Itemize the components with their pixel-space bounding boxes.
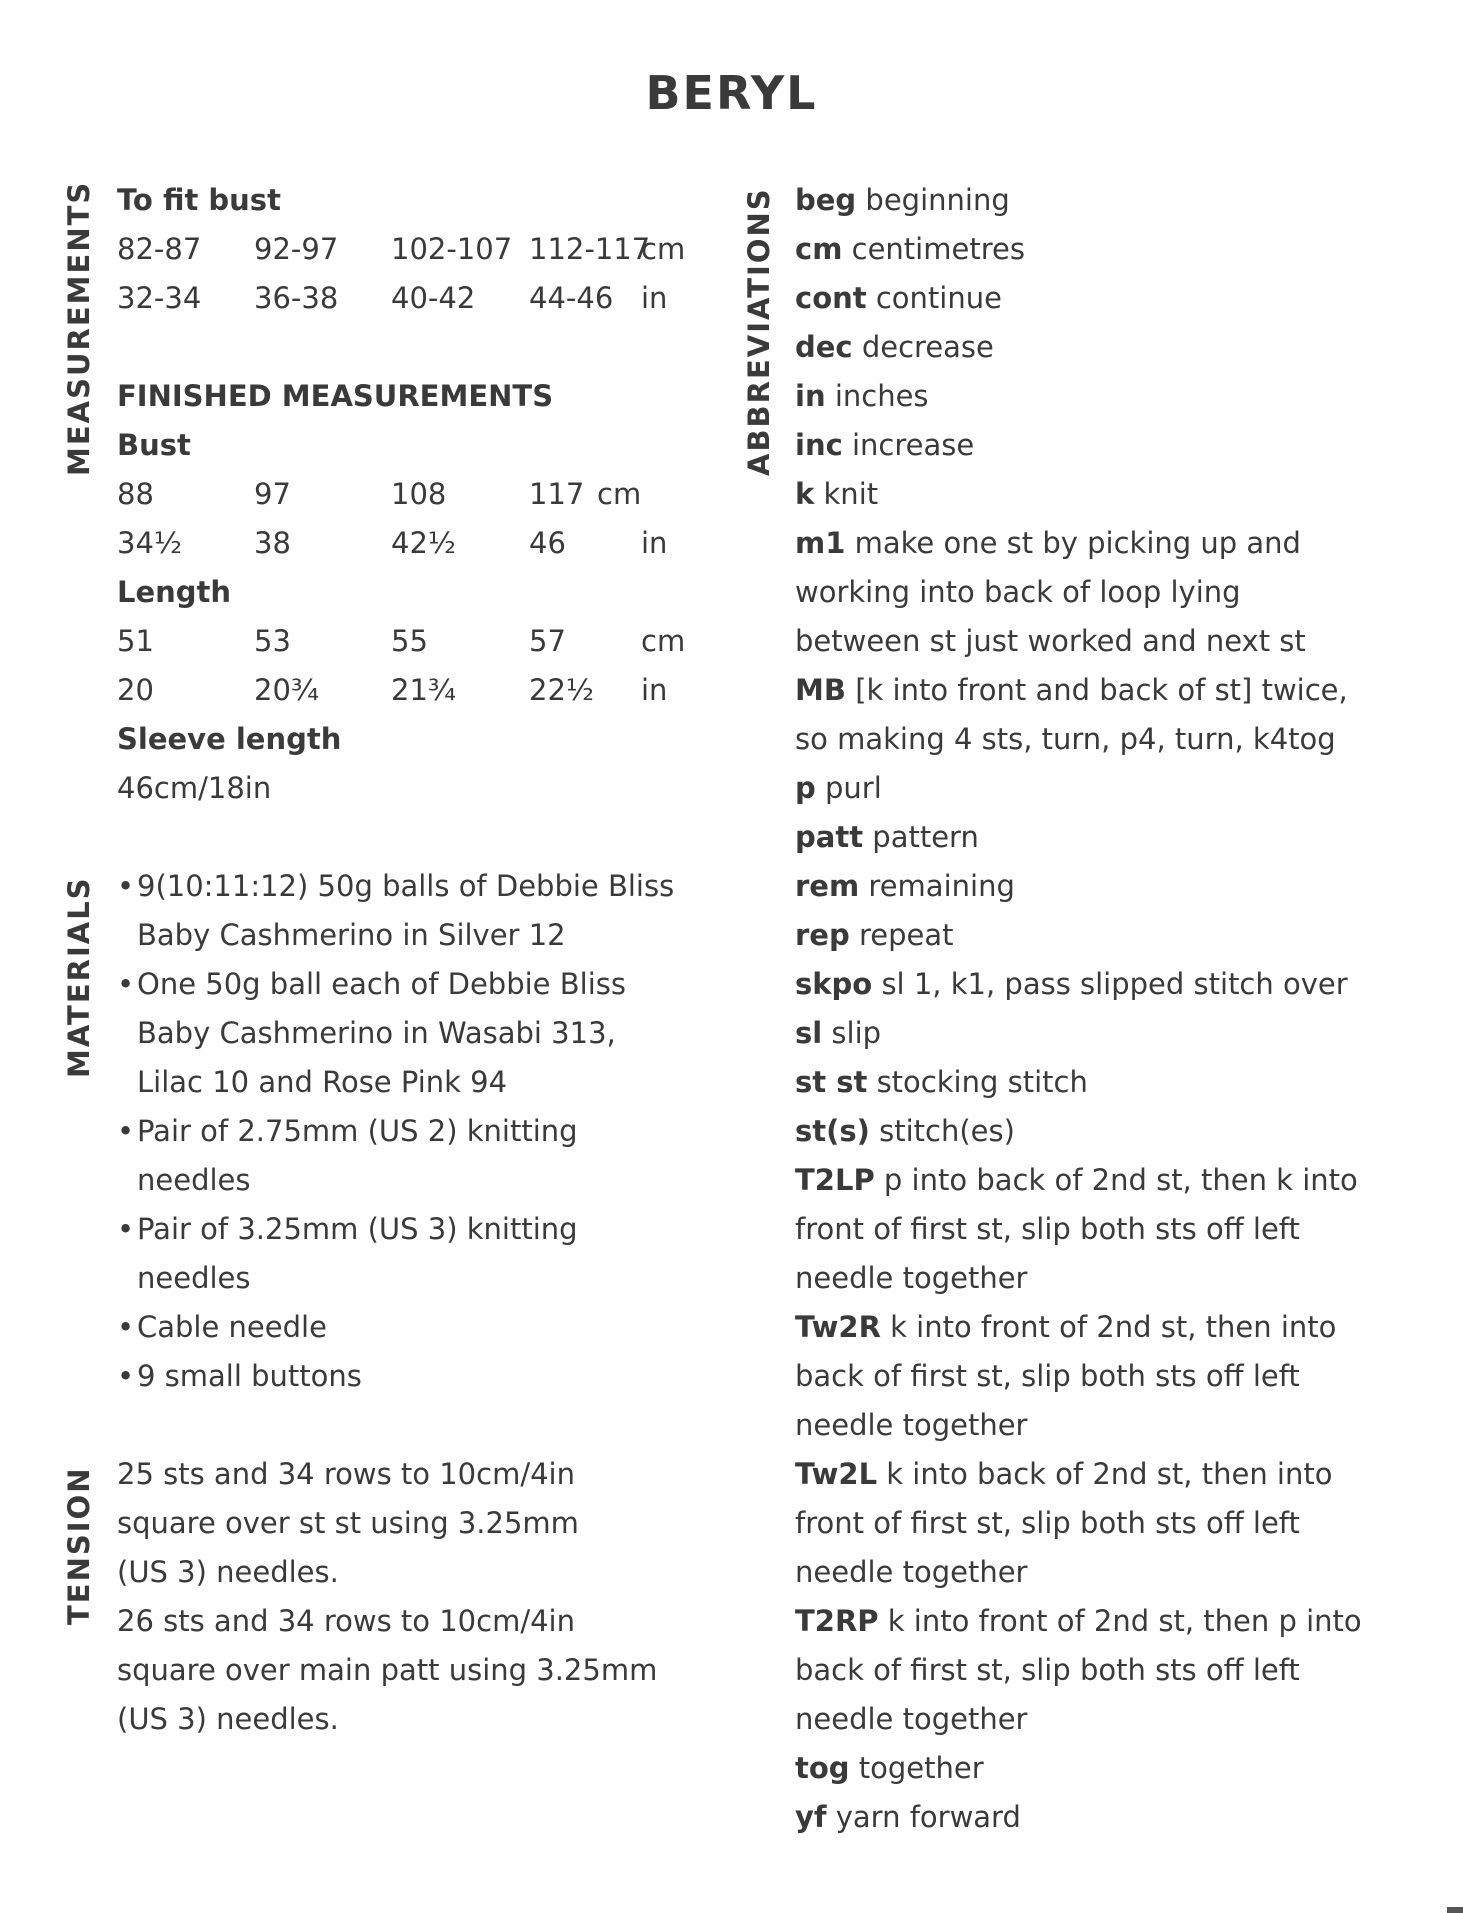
abbreviation-continuation (795, 1548, 1435, 1597)
bullet-icon: • (117, 1359, 135, 1393)
materials-line (117, 1352, 707, 1401)
to-fit-in-row (117, 274, 707, 323)
abbreviation-definition: pattern (872, 820, 979, 854)
unit-cell: cm (641, 624, 686, 658)
bullet-icon: • (117, 967, 135, 1001)
abbreviation-definition: so making 4 sts, turn, p4, turn, k4tog (795, 722, 1336, 756)
size-cell: 112-117 (529, 232, 651, 266)
size-cell: 44-46 (529, 281, 614, 315)
size-cell: 32-34 (117, 281, 202, 315)
tension-line: (US 3) needles. (117, 1702, 339, 1736)
abbreviation-definition: back of first st, slip both sts off left (795, 1653, 1300, 1687)
bust-in-row (117, 519, 707, 568)
abbreviation-entry (795, 1058, 1435, 1107)
abbreviation-term: inc (795, 428, 843, 462)
abbreviation-term: rem (795, 869, 860, 903)
bullet-spacer (117, 911, 137, 960)
finished-measurements-heading: FINISHED MEASUREMENTS (117, 379, 554, 413)
abbreviation-definition: p into back of 2nd st, then k into (883, 1163, 1358, 1197)
abbreviation-term: sl (795, 1016, 823, 1050)
abbreviation-continuation (795, 1205, 1435, 1254)
size-cell: 21¾ (391, 673, 457, 707)
abbreviation-continuation (795, 1401, 1435, 1450)
abbreviation-continuation (795, 1646, 1435, 1695)
abbreviation-definition: slip (831, 1016, 882, 1050)
bust-heading: Bust (117, 428, 191, 462)
abbreviation-entry (795, 1597, 1435, 1646)
size-cell: 53 (254, 624, 291, 658)
abbreviation-entry (795, 421, 1435, 470)
measurements-section-label: MEASUREMENTS (62, 180, 96, 476)
materials-text: needles (137, 1261, 251, 1295)
tension-line: square over st st using 3.25mm (117, 1506, 579, 1540)
size-cell: 36-38 (254, 281, 339, 315)
abbreviation-definition: centimetres (851, 232, 1025, 266)
size-cell: 88 (117, 477, 154, 511)
materials-text: Baby Cashmerino in Wasabi 313, (137, 1016, 616, 1050)
abbreviation-continuation (795, 568, 1435, 617)
unit-cell: in (641, 526, 668, 560)
abbreviation-term: skpo (795, 967, 873, 1001)
abbreviation-entry (795, 1744, 1435, 1793)
abbreviation-term: yf (795, 1800, 827, 1834)
abbreviation-definition: decrease (861, 330, 994, 364)
abbreviation-definition: needle together (795, 1702, 1028, 1736)
abbreviation-definition: back of first st, slip both sts off left (795, 1359, 1300, 1393)
size-cell: 108 (391, 477, 447, 511)
abbreviation-term: st st (795, 1065, 868, 1099)
abbreviation-definition: needle together (795, 1408, 1028, 1442)
abbreviation-entry (795, 764, 1435, 813)
abbreviation-continuation (795, 1352, 1435, 1401)
tension-line: 25 sts and 34 rows to 10cm/4in (117, 1457, 575, 1491)
abbreviation-definition: yarn forward (835, 1800, 1021, 1834)
abbreviation-continuation (795, 715, 1435, 764)
abbreviation-continuation (795, 1695, 1435, 1744)
page-title: BERYL (645, 66, 818, 120)
abbreviation-entry (795, 274, 1435, 323)
abbreviation-entry (795, 1450, 1435, 1499)
abbreviation-term: st(s) (795, 1114, 870, 1148)
abbreviation-entry (795, 1107, 1435, 1156)
materials-line (117, 1205, 707, 1254)
abbreviation-term: k (795, 477, 815, 511)
left-column (117, 176, 707, 1744)
materials-text: Lilac 10 and Rose Pink 94 (137, 1065, 508, 1099)
materials-text: Baby Cashmerino in Silver 12 (137, 918, 566, 952)
abbreviation-entry (795, 1303, 1435, 1352)
bullet-spacer (117, 1254, 137, 1303)
tension-section-label: TENSION (62, 1466, 96, 1625)
abbreviation-definition: k into back of 2nd st, then into (886, 1457, 1333, 1491)
abbreviation-definition: needle together (795, 1555, 1028, 1589)
length-heading: Length (117, 575, 232, 609)
abbreviation-definition: between st just worked and next st (795, 624, 1306, 658)
abbreviation-entry (795, 911, 1435, 960)
materials-line (117, 960, 707, 1009)
abbreviation-entry (795, 666, 1435, 715)
materials-line (117, 1254, 707, 1303)
size-cell: 20¾ (254, 673, 320, 707)
abbreviation-definition: together (858, 1751, 984, 1785)
abbreviations-section-label: ABBREVIATIONS (742, 187, 776, 476)
abbreviation-definition: front of first st, slip both sts off left (795, 1212, 1300, 1246)
unit-cell: in (641, 673, 668, 707)
materials-line (117, 1156, 707, 1205)
abbreviation-entry (795, 372, 1435, 421)
abbreviation-term: dec (795, 330, 853, 364)
bullet-icon: • (117, 1310, 135, 1344)
size-cell: 51 (117, 624, 154, 658)
tension-line: square over main patt using 3.25mm (117, 1653, 658, 1687)
to-fit-cm-row (117, 225, 707, 274)
materials-line (117, 1058, 707, 1107)
abbreviation-definition: repeat (858, 918, 954, 952)
bullet-icon: • (117, 869, 135, 903)
abbreviation-continuation (795, 1254, 1435, 1303)
abbreviation-entry (795, 1156, 1435, 1205)
materials-text: 9 small buttons (137, 1359, 362, 1393)
bullet-icon: • (117, 1212, 135, 1246)
size-cell: 22½ (529, 673, 595, 707)
abbreviation-term: rep (795, 918, 850, 952)
abbreviation-definition: remaining (868, 869, 1015, 903)
abbreviation-term: cont (795, 281, 867, 315)
size-cell: 55 (391, 624, 428, 658)
length-in-row (117, 666, 707, 715)
tension-text (117, 1450, 707, 1744)
materials-text: needles (137, 1163, 251, 1197)
tension-line: 26 sts and 34 rows to 10cm/4in (117, 1604, 575, 1638)
abbreviation-term: patt (795, 820, 864, 854)
bullet-spacer (117, 1058, 137, 1107)
materials-line (117, 862, 707, 911)
bullet-spacer (117, 1156, 137, 1205)
size-cell: 46 (529, 526, 566, 560)
materials-text: Pair of 3.25mm (US 3) knitting (137, 1212, 578, 1246)
bust-cm-row (117, 470, 707, 519)
size-cell: 82-87 (117, 232, 202, 266)
abbreviation-definition: inches (834, 379, 929, 413)
materials-text: One 50g ball each of Debbie Bliss (137, 967, 626, 1001)
abbreviation-definition: working into back of loop lying (795, 575, 1241, 609)
materials-line (117, 1303, 707, 1352)
abbreviation-term: Tw2L (795, 1457, 878, 1491)
materials-text: Pair of 2.75mm (US 2) knitting (137, 1114, 578, 1148)
abbreviation-definition: sl 1, k1, pass slipped stitch over (881, 967, 1348, 1001)
abbreviation-definition: continue (875, 281, 1002, 315)
materials-text: 9(10:11:12) 50g balls of Debbie Bliss (137, 869, 675, 903)
bullet-spacer (117, 1009, 137, 1058)
abbreviation-entry (795, 813, 1435, 862)
abbreviation-entry (795, 862, 1435, 911)
abbreviation-definition: increase (852, 428, 975, 462)
abbreviation-term: beg (795, 183, 857, 217)
abbreviation-term: tog (795, 1751, 850, 1785)
abbreviations-list (795, 176, 1435, 1842)
size-cell: 38 (254, 526, 291, 560)
materials-text: Cable needle (137, 1310, 327, 1344)
abbreviation-definition: knit (823, 477, 879, 511)
abbreviation-entry (795, 1793, 1435, 1842)
sleeve-length-value: 46cm/18in (117, 771, 272, 805)
unit-cell: in (641, 281, 668, 315)
abbreviation-entry (795, 1009, 1435, 1058)
abbreviation-term: T2RP (795, 1604, 879, 1638)
materials-list (117, 862, 707, 1401)
bullet-icon: • (117, 1114, 135, 1148)
abbreviation-term: MB (795, 673, 846, 707)
abbreviation-term: p (795, 771, 816, 805)
abbreviation-definition: front of first st, slip both sts off left (795, 1506, 1300, 1540)
abbreviation-definition: stitch(es) (879, 1114, 1015, 1148)
size-cell: 40-42 (391, 281, 476, 315)
length-cm-row (117, 617, 707, 666)
sleeve-length-heading: Sleeve length (117, 722, 342, 756)
abbreviation-definition: purl (824, 771, 882, 805)
abbreviation-entry (795, 519, 1435, 568)
abbreviation-definition: k into front of 2nd st, then p into (887, 1604, 1362, 1638)
abbreviation-definition: k into front of 2nd st, then into (890, 1310, 1337, 1344)
abbreviation-entry (795, 323, 1435, 372)
abbreviation-entry (795, 960, 1435, 1009)
abbreviation-term: Tw2R (795, 1310, 881, 1344)
abbreviation-entry (795, 470, 1435, 519)
materials-line (117, 1009, 707, 1058)
size-cell: 102-107 (391, 232, 513, 266)
size-cell: 34½ (117, 526, 183, 560)
abbreviation-definition: [k into front and back of st] twice, (855, 673, 1348, 707)
abbreviation-continuation (795, 617, 1435, 666)
abbreviation-term: cm (795, 232, 843, 266)
size-cell: 42½ (391, 526, 457, 560)
abbreviation-continuation (795, 1499, 1435, 1548)
unit-cell: cm (597, 477, 642, 511)
abbreviation-entry (795, 176, 1435, 225)
abbreviation-term: in (795, 379, 826, 413)
materials-line (117, 911, 707, 960)
abbreviation-definition: needle together (795, 1261, 1028, 1295)
size-cell: 97 (254, 477, 291, 511)
size-cell: 20 (117, 673, 154, 707)
size-cell: 57 (529, 624, 566, 658)
abbreviation-definition: beginning (865, 183, 1010, 217)
unit-cell: cm (641, 232, 686, 266)
abbreviation-definition: stocking stitch (876, 1065, 1088, 1099)
materials-line (117, 1107, 707, 1156)
to-fit-bust-heading: To fit bust (117, 183, 281, 217)
tension-line: (US 3) needles. (117, 1555, 339, 1589)
size-cell: 92-97 (254, 232, 339, 266)
abbreviation-term: m1 (795, 526, 846, 560)
materials-section-label: MATERIALS (62, 876, 96, 1078)
size-cell: 117 (529, 477, 585, 511)
abbreviation-entry (795, 225, 1435, 274)
abbreviation-definition: make one st by picking up and (854, 526, 1301, 560)
page-edge-mark (1447, 1907, 1463, 1913)
abbreviation-term: T2LP (795, 1163, 875, 1197)
